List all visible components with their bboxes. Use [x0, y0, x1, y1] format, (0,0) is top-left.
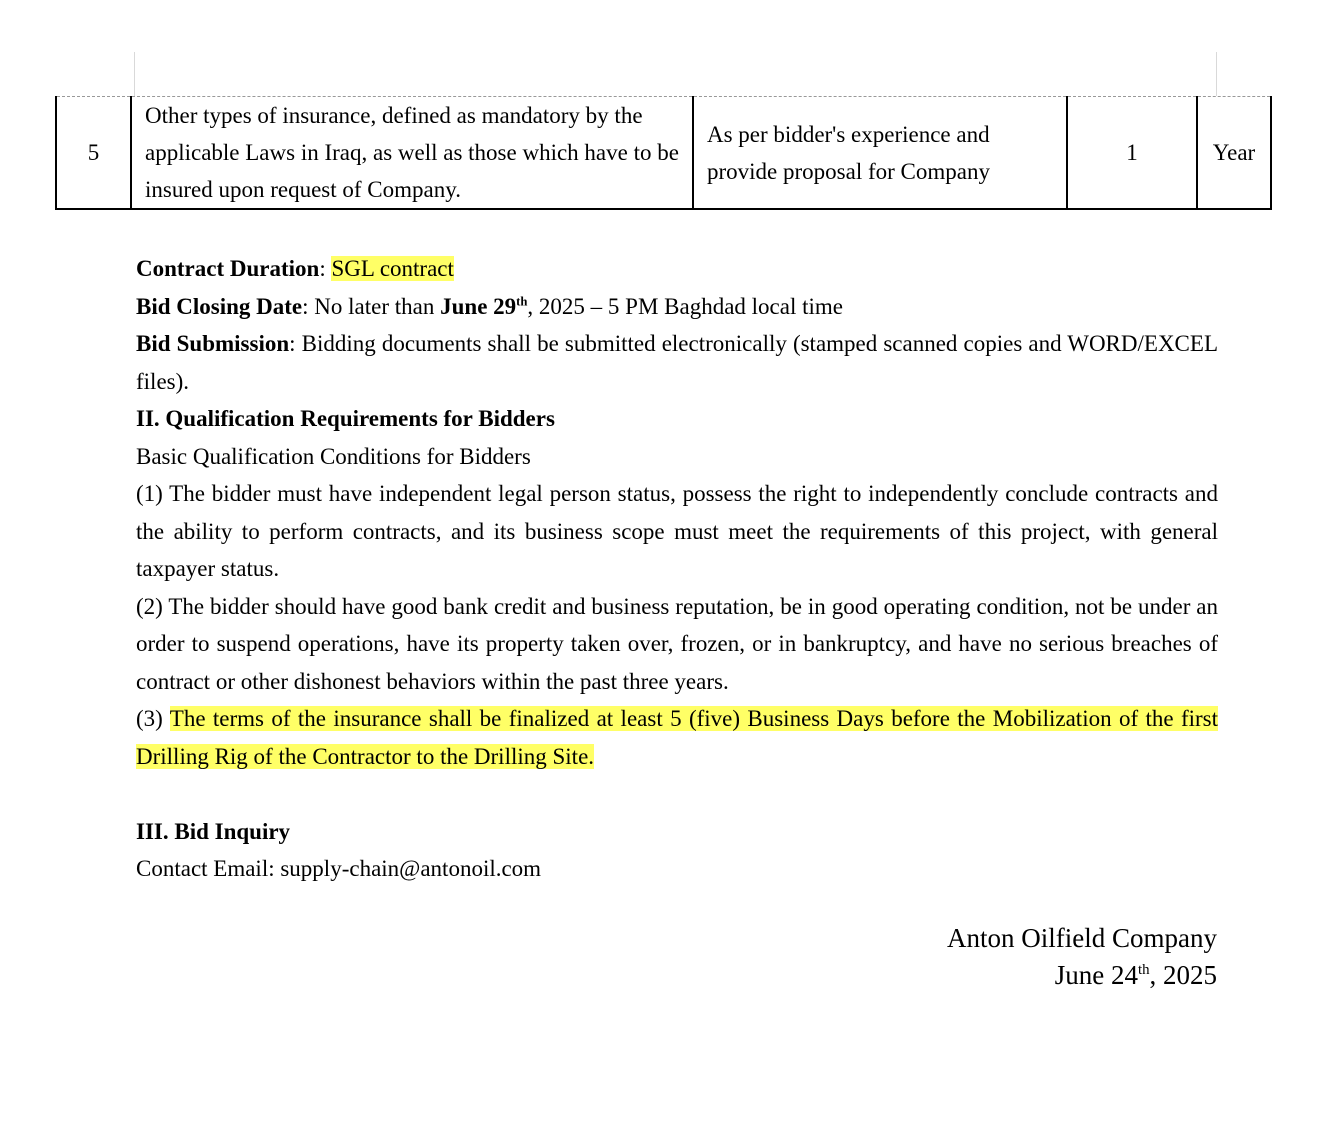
bid-closing-date: June 29th	[440, 293, 528, 319]
bid-closing-prefix: No later than	[314, 293, 441, 319]
contact-email-line	[136, 850, 1218, 888]
unit-cell: Year	[1197, 97, 1271, 210]
contract-duration-label: Contract Duration	[136, 256, 320, 281]
signature-company: Anton Oilfield Company	[947, 923, 1217, 953]
blank-line	[136, 775, 1218, 813]
margin-guide-left	[134, 52, 135, 96]
requirement-cell: As per bidder's experience and provide proposal for Company	[693, 97, 1067, 210]
bid-closing-line: Bid Closing Date: No later than June 29th, 2025 – 5 PM Baghdad local time	[136, 293, 843, 319]
qualification-item-3-prefix: (3)	[136, 706, 170, 731]
signature-date: June 24th, 2025	[1054, 960, 1217, 990]
page-margin-guides	[134, 52, 1217, 96]
margin-guide-right	[1216, 52, 1217, 96]
qualification-item-1: (1) The bidder must have independent legal person status, possess the right to independently conclude contracts and the ability to perform contracts, and its business scope must meet the requirements of this project, with general taxpayer status.	[136, 481, 1218, 581]
contract-duration-line: Contract Duration: SGL contract	[136, 256, 454, 281]
contract-duration-value: SGL contract	[331, 256, 454, 281]
inquiry-heading: III. Bid Inquiry	[136, 818, 291, 844]
bid-closing-label: Bid Closing Date	[136, 293, 303, 319]
insurance-table	[55, 96, 1272, 210]
quantity-cell: 1	[1067, 97, 1197, 210]
qualification-item-3-text: The terms of the insurance shall be finalized at least 5 (five) Business Days before the Mobilization of the first Drilling Rig of the Contractor to the Drilling Site.	[136, 706, 1219, 769]
qualification-heading: II. Qualification Requirements for Bidders	[136, 406, 555, 431]
qualification-item-3	[136, 700, 1218, 775]
bid-closing-rest: , 2025 – 5 PM Baghdad local time	[527, 293, 843, 319]
row-number-cell: 5	[56, 97, 131, 210]
contact-email-link[interactable]: supply-chain@antonoil.com	[280, 856, 542, 881]
document-body	[136, 250, 1218, 888]
contact-email-label: Contact Email:	[136, 856, 281, 881]
bid-submission-label: Bid Submission	[136, 331, 290, 356]
signature-block	[947, 920, 1217, 994]
bid-submission-text: Bidding documents shall be submitted electronically (stamped scanned copies and WORD/EXCEL files).	[136, 331, 1219, 394]
qualification-subheading: Basic Qualification Conditions for Bidders	[136, 443, 531, 469]
bid-submission-line: Bid Submission: Bidding documents shall be submitted electronically (stamped scanned copies and WORD/EXCEL files).	[136, 331, 1219, 394]
table-row	[56, 97, 1271, 210]
description-cell: Other types of insurance, defined as mandatory by the applicable Laws in Iraq, as well as those which have to be insured upon request of Company.	[131, 97, 693, 210]
qualification-item-2: (2) The bidder should have good bank credit and business reputation, be in good operating condition, not be under an order to suspend operations, have its property taken over, frozen, or in bankruptcy, and have no serious breaches of contract or other dishonest behaviors within the past three years.	[136, 593, 1218, 694]
